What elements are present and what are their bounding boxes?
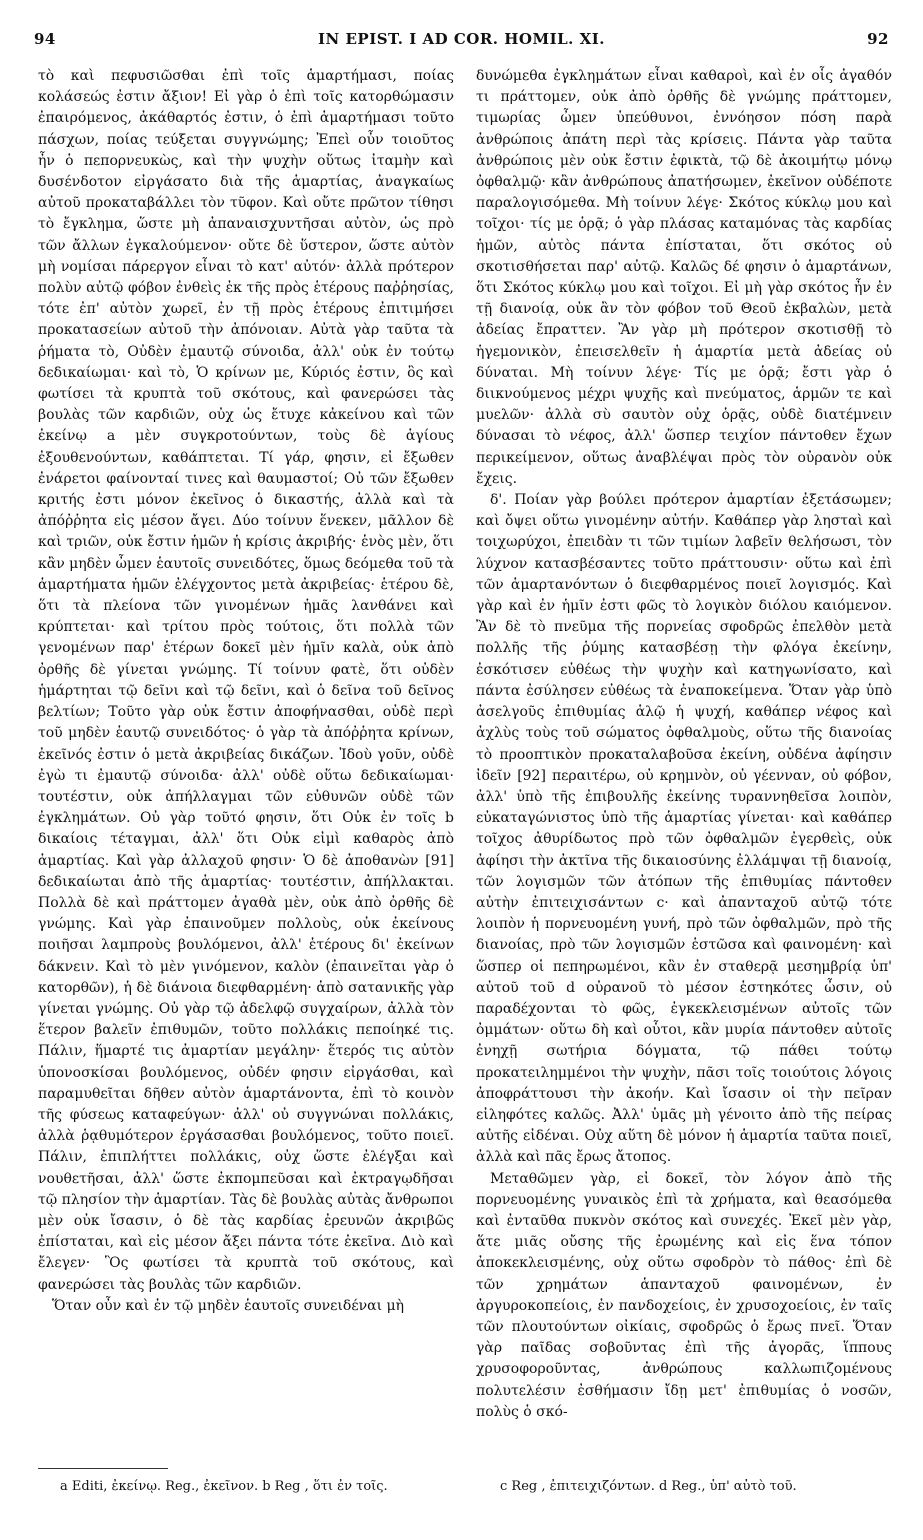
running-header <box>28 30 895 54</box>
footnotes-left: a Editi, ἐκείνῳ. Reg., ἐκεῖνον. b Reg , ὅτι ἐν τοῖς. <box>60 1479 388 1494</box>
left-column <box>38 66 454 1461</box>
footnote-rule <box>38 1468 168 1469</box>
right-paragraph-1: δυνώμεθα ἐγκλημάτων εἶναι καθαροὶ, καὶ ἐν οἷς ἀγαθόν τι πράττομεν, οὐκ ἀπὸ ὀρθῆς δὲ γνώμης πράττομεν, τιμωρίας ὦμεν ὑπεύθυνοι, ἐννόησον πόση παρὰ ἀνθρώποις ἀπάτη περὶ τὰς κρίσεις. Πάντα γὰρ ταῦτα ἀνθρώποις μὲν οὐκ ἔστιν ἐφικτὰ, τῷ δὲ ἀκοιμήτῳ μόνῳ ὀφθαλμῷ· κἂν ἀνθρώπους ἀπατήσωμεν, ἐκεῖνον οὐδέποτε παραλογισόμεθα. Μὴ τοίνυν λέγε· Σκότος κύκλῳ μου καὶ τοῖχοι· τίς με ὁρᾷ; ὁ γὰρ πλάσας καταμόνας τὰς καρδίας ἡμῶν, αὐτὸς πάντα ἐπίσταται, ὅτι σκότος οὐ σκοτισθήσεται παρ' αὐτῷ. Καλῶς δέ φησιν ὁ ἁμαρτάνων, ὅτι Σκότος κύκλῳ μου καὶ τοῖχοι. Εἰ μὴ γὰρ σκότος ἦν ἐν τῇ διανοίᾳ, οὐκ ἂν τὸν φόβον τοῦ Θεοῦ ἐκβαλὼν, μετὰ ἀδείας ἔπραττεν. Ἂν γὰρ μὴ πρότερον σκοτισθῇ τὸ ἡγεμονικὸν, ἐπεισελθεῖν ἡ ἁμαρτία μετὰ ἀδείας οὐ δύναται. Μὴ τοίνυν λέγε· Τίς με ὁρᾷ; ἔστι γὰρ ὁ διικνούμενος μέχρι ψυχῆς καὶ πνεύματος, ἁρμῶν τε καὶ μυελῶν· ἀλλὰ σὺ σαυτὸν οὐχ ὁρᾷς, οὐδὲ διατέμνειν δύνασαι τὸ νέφος, ἀλλ' ὥσπερ τειχίον πάντοθεν ἔχων περικείμενον, οὕτως ἀναβλέψαι πρὸς τὸν οὐρανὸν οὐκ ἔχεις. <box>476 68 892 487</box>
right-paragraph-3: Μεταθῶμεν γὰρ, εἰ δοκεῖ, τὸν λόγον ἀπὸ τῆς πορνευομένης γυναικὸς ἐπὶ τὰ χρήματα, καὶ θεασόμεθα καὶ ἐνταῦθα πυκνὸν σκότος καὶ συνεχές. Ἐκεῖ μὲν γὰρ, ἅτε μιᾶς οὔσης τῆς ἐρωμένης καὶ εἰς ἕνα τόπον ἀποκεκλεισμένης, οὐχ οὕτω σφοδρὸν τὸ πάθος· ἐπὶ δὲ τῶν χρημάτων ἁπανταχοῦ φαινομένων, ἐν ἀργυροκοπείοις, ἐν πανδοχείοις, ἐν χρυσοχοείοις, ἐν ταῖς τῶν πλουτούντων οἰκίαις, σφοδρῶς ὁ ἔρως πνεῖ. Ὅταν γὰρ παῖδας σοβοῦντας ἐπὶ τῆς ἀγορᾶς, ἵππους χρυσοφοροῦντας, ἀνθρώπους καλλωπιζομένους πολυτελέσιν ἐσθήμασιν ἴδῃ μετ' ἐπιθυμίας ὁ νοσῶν, πολὺς ὁ σκό- <box>476 1170 892 1420</box>
page-number-left: 94 <box>34 30 56 48</box>
footnotes-right: c Reg , ἐπιτειχιζόντων. d Reg., ὑπ' αὐτὸ τοῦ. <box>500 1479 797 1494</box>
right-paragraph-2: δ'. Ποίαν γὰρ βούλει πρότερον ἁμαρτίαν ἐξετάσωμεν; καὶ ὄψει οὕτω γινομένην αὐτήν. Καθάπερ γὰρ λησταὶ καὶ τοιχωρύχοι, ἐπειδὰν τι τῶν τιμίων λαβεῖν θελήσωσι, τὸν λύχνον κατασβέσαντες τοῦτο πράττουσιν· οὕτω καὶ ἐπὶ τῶν ἁμαρτανόντων ὁ διεφθαρμένος ποιεῖ λογισμός. Καὶ γὰρ καὶ ἐν ἡμῖν ἐστι φῶς τὸ λογικὸν διόλου καιόμενον. Ἂν δὲ τὸ πνεῦμα τῆς πορνείας σφοδρῶς ἐπελθὸν μετὰ πολλῆς τῆς ῥύμης κατασβέσῃ τὴν φλόγα ἐκείνην, ἐσκότισεν εὐθέως τὴν ψυχὴν καὶ κατηγωνίσατο, καὶ πάντα ἐσύλησεν εὐθέως τὰ ἐναποκείμενα. Ὅταν γὰρ ὑπὸ ἀσελγοῦς ἐπιθυμίας ἁλῷ ἡ ψυχή, καθάπερ νέφος καὶ ἀχλὺς τοὺς τοῦ σώματος ὀφθαλμοὺς, οὕτω τῆς διανοίας τὸ προοπτικὸν προκαταλαβοῦσα ἐκείνη, οὐδένα ἀφίησιν ἰδεῖν [92] περαιτέρω, οὐ κρημνὸν, οὐ γέενναν, οὐ φόβον, ἀλλ' ὑπὸ τῆς ἐπιβουλῆς ἐκείνης τυραννηθεῖσα λοιπὸν, εὐκαταγώνιστος ὑπὸ τῆς ἁμαρτίας γίνεται· καὶ καθάπερ τοῖχος ἀθυρίδωτος πρὸ τῶν ὀφθαλμῶν ἐγερθεὶς, οὐκ ἀφίησι τὴν ἀκτῖνα τῆς δικαιοσύνης ἐλλάμψαι τῇ διανοίᾳ, τῶν λογισμῶν τῶν ἀτόπων τῆς ἐπιθυμίας πάντοθεν αὐτὴν ἐπιτειχισάντων c· καὶ ἀπανταχοῦ αὐτῷ τότε λοιπὸν ἡ πορνευομένη γυνή, πρὸ τῶν ὀφθαλμῶν, πρὸ τῆς διανοίας, πρὸ τῶν λογισμῶν ἑστῶσα καὶ φαινομένη· καὶ ὥσπερ οἱ πεπηρωμένοι, κἂν ἐν σταθερᾷ μεσημβρίᾳ ὑπ' αὐτοῦ τοῦ d οὐρανοῦ τὸ μέσον ἑστηκότες ὦσιν, οὐ παραδέχονται τὸ φῶς, ἐγκεκλεισμένων αὐτοῖς τῶν ὀμμάτων· οὕτω δὴ καὶ οὗτοι, κἂν μυρία πάντοθεν αὐτοῖς ἐνηχῇ σωτήρια δόγματα, τῷ πάθει τούτῳ προκατειλημμένοι τὴν ψυχὴν, πᾶσι τοῖς τοιούτοις λόγοις ἀποφράττουσι τὴν ἀκοήν. Καὶ ἴσασιν οἱ τὴν πεῖραν εἰληφότες καλῶς. Ἀλλ' ὑμᾶς μὴ γένοιτο ἀπὸ τῆς πείρας αὐτῆς εἰδέναι. Οὐχ αὕτη δὲ μόνον ἡ ἁμαρτία ταῦτα ποιεῖ, ἀλλὰ καὶ πᾶς ἔρως ἄτοπος. <box>476 492 892 1166</box>
left-paragraph-1: τὸ καὶ πεφυσιῶσθαι ἐπὶ τοῖς ἁμαρτήμασι, ποίας κολάσεώς ἐστιν ἄξιον! Εἰ γὰρ ὁ ἐπὶ τοῖς κατορθώμασιν ἐπαιρόμενος, ἀκάθαρτός ἐστιν, ὁ ἐπὶ ἁμαρτήμασι τοῦτο πάσχων, ποίας τεύξεται συγγνώμης; Ἐπεὶ οὖν τοιοῦτος ἦν ὁ πεπορνευκὼς, καὶ τὴν ψυχὴν οὕτως ἰταμὴν καὶ δυσένδοτον εἰργάσατο διὰ τῆς ἁμαρτίας, ἀναγκαίως αὐτοῦ προκαταβάλλει τὸν τῦφον. Καὶ οὔτε πρῶτον τίθησι τὸ ἔγκλημα, ὥστε μὴ ἀπαναισχυντῆσαι αὐτὸν, ὡς πρὸ τῶν ἄλλων ἐγκαλούμενον· οὔτε δὲ ὕστερον, ὥστε αὐτὸν μὴ νομίσαι πάρεργον εἶναι τὸ κατ' αὐτόν· ἀλλὰ πρότερον πολὺν αὐτῷ φόβον ἐνθεὶς ἐκ τῆς πρὸς ἑτέρους παῤῥησίας, τότε ἐπ' αὐτὸν χωρεῖ, ἐν τῇ πρὸς ἑτέρους ἐπιτιμήσει προκατασείων αὐτοῦ τὴν ἀπόνοιαν. Αὐτὰ γὰρ ταῦτα τὰ ῥήματα τὸ, Οὐδὲν ἐμαυτῷ σύνοιδα, ἀλλ' οὐκ ἐν τούτῳ δεδικαίωμαι· καὶ τὸ, Ὁ κρίνων με, Κύριός ἐστιν, ὃς καὶ φωτίσει τὰ κρυπτὰ τοῦ σκότους, καὶ φανερώσει τὰς βουλὰς τῶν καρδιῶν, οὐχ ὡς ἔτυχε κἀκείνου καὶ τῶν ἐκείνῳ a μὲν συγκροτούντων, τοὺς δὲ ἁγίους ἐξουθενούντων, καθάπτεται. Τί γάρ, φησιν, εἰ ἔξωθεν ἐνάρετοι φαίνονταί τινες καὶ θαυμαστοί; Οὐ τῶν ἔξωθεν κριτής ἐστι μόνον ἐκεῖνος ὁ δικαστής, ἀλλὰ καὶ τὰ ἀπόῤῥητα εἰς μέσον ἄγει. Δύο τοίνυν ἕνεκεν, μᾶλλον δὲ καὶ τριῶν, οὐκ ἔστιν ἡμῶν ἡ κρίσις ἀκριβής· ἑνὸς μὲν, ὅτι κἂν μηδὲν ὦμεν ἑαυτοῖς συνειδότες, ὅμως δεόμεθα τοῦ τὰ ἁμαρτήματα ἡμῶν ἐλέγχοντος μετὰ ἀκριβείας· ἑτέρου δὲ, ὅτι τὰ πλείονα τῶν γινομένων ἡμᾶς λανθάνει καὶ κρύπτεται· καὶ τρίτου πρὸς τούτοις, ὅτι πολλὰ τῶν γενομένων παρ' ἑτέρων δοκεῖ μὲν ἡμῖν καλὰ, οὐκ ἀπὸ ὀρθῆς δὲ γίνεται γνώμης. Τί τοίνυν φατὲ, ὅτι οὐδὲν ἡμάρτηται τῷ δεῖνι καὶ τῷ δεῖνι, καὶ ὁ δεῖνα τοῦ δεῖνος βελτίων; Τοῦτο γὰρ οὐκ ἔστιν ἀποφήνασθαι, οὐδὲ περὶ τοῦ μηδὲν ἑαυτῷ συνειδότος· ὁ γὰρ τὰ ἀπόῤῥητα κρίνων, ἐκεῖνός ἐστιν ὁ μετὰ ἀκριβείας δικάζων. Ἰδοὺ γοῦν, οὐδὲ ἐγὼ τι ἐμαυτῷ σύνοιδα· ἀλλ' οὐδὲ οὕτω δεδικαίωμαι· τουτέστιν, οὐκ ἀπήλλαγμαι τῶν εὐθυνῶν οὐδὲ τῶν ἐγκλημάτων. Οὐ γὰρ τοῦτό φησιν, ὅτι Οὐκ ἐν τοῖς b δικαίοις τέταγμαι, ἀλλ' ὅτι Οὐκ εἰμὶ καθαρὸς ἀπὸ ἁμαρτίας. Καὶ γὰρ ἀλλαχοῦ φησιν· Ὁ δὲ ἀποθανὼν [91] δεδικαίωται ἀπὸ τῆς ἁμαρτίας· τουτέστιν, ἀπήλλακται. Πολλὰ δὲ καὶ πράττομεν ἀγαθὰ μὲν, οὐκ ἀπὸ ὀρθῆς δὲ γνώμης. Καὶ γὰρ ἐπαινοῦμεν πολλοὺς, οὐκ ἐκείνους ποιῆσαι λαμπροὺς βουλόμενοι, ἀλλ' ἑτέρους δι' ἐκείνων δάκνειν. Καὶ τὸ μὲν γινόμενον, καλὸν (ἐπαινεῖται γὰρ ὁ κατορθῶν), ἡ δὲ διάνοια διεφθαρμένη· ἀπὸ σατανικῆς γὰρ γίνεται γνώμης. Οὐ γὰρ τῷ ἀδελφῷ συγχαίρων, ἀλλὰ τὸν ἕτερον βαλεῖν ἐπιθυμῶν, τοῦτο πολλάκις πεποίηκέ τις. Πάλιν, ἥμαρτέ τις ἁμαρτίαν μεγάλην· ἕτερός τις αὐτὸν ὑπονοσκίσαι βουλόμενος, οὐδέν φησιν εἰργάσθαι, καὶ παραμυθεῖται δῆθεν αὐτὸν ἁμαρτάνοντα, ἐπὶ τὸ κοινὸν τῆς φύσεως καταφεύγων· ἀλλ' οὐ συγγνώναι πολλάκις, ἀλλὰ ῥᾳθυμότερον ἐργάσασθαι βουλόμενος, τοῦτο ποιεῖ. Πάλιν, ἐπιπλήττει πολλάκις, οὐχ ὥστε ἐλέγξαι καὶ νουθετῆσαι, ἀλλ' ὥστε ἐκπομπεῦσαι καὶ ἐκτραγῳδῆσαι τῷ πλησίον τὴν ἁμαρτίαν. Τὰς δὲ βουλὰς αὐτὰς ἄνθρωποι μὲν οὐκ ἴσασιν, ὁ δὲ τὰς καρδίας ἐρευνῶν ἀκριβῶς ἐπίσταται, καὶ εἰς μέσον ἄξει πάντα τότε ἐκεῖνα. Διὸ καὶ ἔλεγεν· Ὃς φωτίσει τὰ κρυπτὰ τοῦ σκότους, καὶ φανερώσει τὰς βουλὰς τῶν καρδιῶν. <box>38 68 454 1293</box>
right-column <box>476 66 892 1461</box>
page-number-right: 92 <box>867 30 889 48</box>
running-title: IN EPIST. I AD COR. HOMIL. XI. <box>318 30 605 48</box>
left-paragraph-2: Ὅταν οὖν καὶ ἐν τῷ μηδὲν ἑαυτοῖς συνειδέναι μὴ <box>52 1297 404 1314</box>
